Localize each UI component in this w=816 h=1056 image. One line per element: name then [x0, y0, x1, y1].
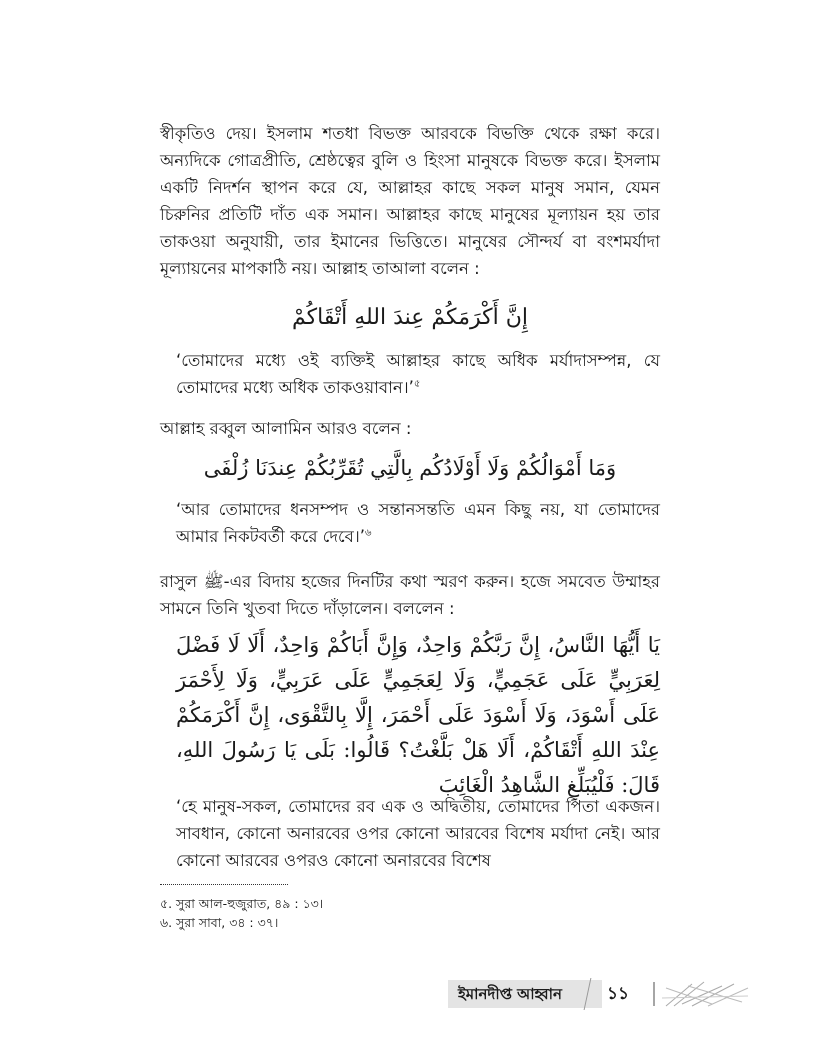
- footnote-ref-5: ৫: [413, 378, 421, 390]
- paragraph-farewell-intro: রাসুল ﷺ-এর বিদায় হজের দিনটির কথা স্মরণ করুন। হজে সমবেত উম্মাহর সামনে তিনি খুতবা দিতে দাঁড়ালেন। বললেন :: [160, 572, 660, 618]
- arabic-verse-hujurat: إِنَّ أَكْرَمَكُمْ عِندَ اللهِ أَتْقَاكُمْ: [292, 305, 528, 330]
- paragraph-saba-intro: আল্লাহ রব্বুল আলামিন আরও বলেন :: [160, 419, 412, 438]
- footnote-6: ৬. সুরা সাবা, ৩৪ : ৩৭।: [160, 915, 279, 930]
- arabic-verse-saba: وَمَا أَمْوَالُكُمْ وَلَا أَوْلَادُكُم بِالَّتِي تُقَرِّبُكُمْ عِندَنَا زُلْفَى: [203, 456, 617, 480]
- footnote-5: ৫. সুরা আল-হুজুরাত, ৪৯ : ১৩।: [160, 896, 324, 911]
- quote-farewell-sermon: ‘হে মানুষ-সকল, তোমাদের রব এক ও অদ্বিতীয়, তোমাদের পিতা একজন। সাবধান, কোনো অনারবের ওপর কোনো আরবের বিশেষ মর্যাদা নেই। আর কোনো আরবের ওপরও কোনো অনারবের বিশেষ: [176, 797, 660, 870]
- footnote-divider: [160, 884, 288, 885]
- paragraph-intro: স্বীকৃতিও দেয়। ইসলাম শতধা বিভক্ত আরবকে বিভক্তি থেকে রক্ষা করে। অন্যদিকে গোত্রপ্রীতি, শ্রেষ্ঠত্বের বুলি ও হিংসা মানুষকে বিভক্ত করে। ইসলাম একটি নিদর্শন স্থাপন করে যে, আল্লাহর কাছে সকল মানুষ সমান, যেমন চিরুনির প্রতিটি দাঁত এক সমান। আল্লাহর কাছে মানুষের মূল্যায়ন হয় তার তাকওয়া অনুযায়ী, তার ইমানের ভিত্তিতে। মানুষের সৌন্দর্য বা বংশমর্যাদা মূল্যায়নের মাপকাঠি নয়। আল্লাহ তাআলা বলেন :: [160, 124, 660, 278]
- footer-book-title: ইমানদীপ্ত আহ্বান: [458, 985, 562, 1003]
- footer-decoration-icon: [652, 976, 752, 1012]
- footnote-ref-6: ৬: [364, 527, 372, 539]
- quote-saba: [176, 496, 660, 550]
- quote-hujurat: [176, 347, 660, 401]
- quote-hujurat-text: ‘তোমাদের মধ্যে ওই ব্যক্তিই আল্লাহর কাছে অধিক মর্যাদাসম্পন্ন, যে তোমাদের মধ্যে অধিক তাকওয়াবান।’: [176, 351, 660, 397]
- arabic-farewell-sermon: يَا أَيُّهَا النَّاسُ، إِنَّ رَبَّكُمْ وَاحِدٌ، وَإِنَّ أَبَاكُمْ وَاحِدٌ، أَلَا لَا فَضْلَ لِعَرَبِيٍّ عَلَى عَجَمِيٍّ، وَلَا لِعَجَمِيٍّ عَلَى عَرَبِيٍّ، وَلَا لِأَحْمَرَ عَلَى أَسْوَدَ، وَلَا أَسْوَدَ عَلَى أَحْمَرَ، إِلَّا بِالتَّقْوَى، إِنَّ أَكْرَمَكُمْ عِنْدَ اللهِ أَتْقَاكُمْ، أَلَا هَلْ بَلَّغْتُ؟ قَالُوا: بَلَى يَا رَسُولَ اللهِ، قَالَ: فَلْيُبَلِّغِ الشَّاهِدُ الْغَائِبَ: [176, 633, 660, 797]
- page-number: ১১: [607, 984, 630, 1004]
- quote-saba-text: ‘আর তোমাদের ধনসম্পদ ও সন্তানসন্ততি এমন কিছু নয়, যা তোমাদের আমার নিকটবর্তী করে দেবে।’: [176, 500, 660, 546]
